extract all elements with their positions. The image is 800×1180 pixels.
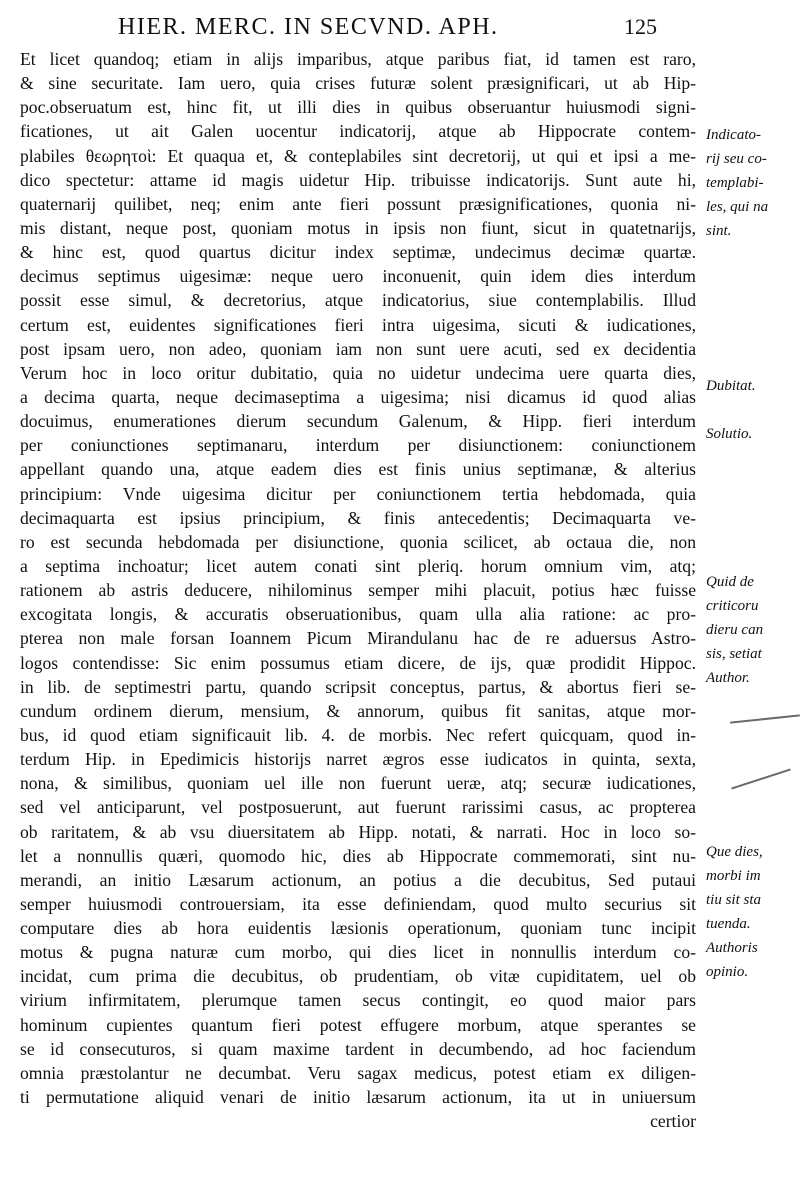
text-line: & hinc est, quod quartus dicitur index septimæ, undecimus decimæ quartæ. <box>20 242 696 263</box>
text-line: decimus septimus uigesimæ: neque uero inconuenit, quin idem dies interdum <box>20 266 696 287</box>
text-line: computare dies ab hora euidentis læsionis operationum, quoniam tunc incipit <box>20 918 696 939</box>
text-line: bus, id quod etiam significauit lib. 4. de morbis. Nec refert quicquam, quod in- <box>20 724 696 745</box>
margin-note-line: Solutio. <box>706 426 753 442</box>
text-line: cundum ordinem dierum, mensium, & annorum, quibus fit sanitas, atque mor- <box>20 700 696 721</box>
text-line: poc.obseruatum est, hinc fit, ut illi dies in quibus obseruantur huiusmodi signi- <box>20 97 696 118</box>
text-line: certior <box>650 1111 696 1132</box>
text-line: & sine securitate. Iam uero, quia crises futuræ solent præsignificari, ut ab Hip- <box>20 73 696 94</box>
margin-note-indicatorij <box>706 123 798 243</box>
margin-note-line: tiu sit sta <box>706 892 762 908</box>
text-line: per coniunctiones septimanaru, interdum per disiunctionem: coniunctionem <box>20 435 696 456</box>
margin-note-line: les, qui na <box>706 199 769 215</box>
text-line: certum est, euidentes significationes fieri intra uigesima, sicuti & iudicationes, <box>20 314 696 335</box>
margin-note-line: sint. <box>706 223 732 239</box>
running-head-title: HIER. MERC. IN SECVND. APH. <box>118 14 499 40</box>
margin-note-quid <box>706 570 798 690</box>
text-line: nona, & similibus, quoniam uel ille non fuerunt ueræ, atq; securæ iudicationes, <box>20 773 696 794</box>
margin-note-line: Quid de <box>706 574 754 590</box>
text-line: merandi, an initio Læsarum actionum, an potius a die decubitus, Sed putaui <box>20 869 696 890</box>
text-line: let a nonnullis quæri, quomodo hic, dies ab Hippocrate commemorati, sint nu- <box>20 845 696 866</box>
text-line: ficationes, ut ait Galen uocentur indicatorij, atque ab Hippocrate contem- <box>20 121 696 142</box>
text-line: incidat, cum prima die decubitus, ob prudentiam, ob vitæ cupiditatem, uel ob <box>20 966 696 987</box>
text-line: ro est secunda hebdomada per disiunctione, quonia scilicet, ab octaua die, non <box>20 531 696 552</box>
text-line: docuimus, enumerationes dierum secundum Galenum, & Hipp. fieri interdum <box>20 411 696 432</box>
margin-note-solutio <box>706 422 798 446</box>
ink-stroke-mark <box>730 714 800 723</box>
text-line: ob raritatem, & ab vsu diuersitatem ab Hipp. notati, & narrati. Hoc in loco so- <box>20 821 696 842</box>
text-line: virium infirmitatem, plerumque tamen secus contingit, eo quod maior pars <box>20 990 696 1011</box>
text-line: dico spectetur: attame id magis uidetur Hip. tribuisse indicatorijs. Sunt aute hi, <box>20 169 696 190</box>
text-line: a decima quarta, neque decimaseptima a uigesima; nisi dicamus id quod alias <box>20 386 696 407</box>
text-line: quaternarij quilibet, neq; enim ante fieri possunt præsignificationes, quonia ni- <box>20 193 696 214</box>
text-line: excogitata longis, & accuratis obseruationibus, quam ulla alia ratione: ac pro- <box>20 604 696 625</box>
margin-note-dubitat <box>706 374 798 398</box>
text-line: principium: Vnde uigesima dicitur per coniunctionem tertia hebdomada, quia <box>20 483 696 504</box>
margin-note-line: Que dies, <box>706 844 763 860</box>
margin-note-line: rij seu co- <box>706 151 767 167</box>
text-line: ti permutatione aliquid venari de initio læsarum actionum, ita ut in uniuersum <box>20 1087 696 1108</box>
margin-note-line: Dubitat. <box>706 378 756 394</box>
text-line: semper huiusmodi controuersiam, ita esse definiendam, quod multo securius sit <box>20 893 696 914</box>
text-line: omnia præstolantur ne decumbat. Veru sagax medicus, potest etiam ex diligen- <box>20 1062 696 1083</box>
text-line: appellant quando una, atque eadem dies est finis unius septimanæ, & alterius <box>20 459 696 480</box>
text-line: se id consecuturos, si quam maxime tardent in decumbendo, ad hoc faciendum <box>20 1038 696 1059</box>
margin-note-line: opinio. <box>706 964 749 980</box>
body-text <box>20 47 696 1133</box>
margin-note-line: sis, setiat <box>706 646 762 662</box>
text-line: logos contendisse: Sic enim possumus etiam dicere, de ijs, quæ prodidit Hippoc. <box>20 652 696 673</box>
margin-note-line: dieru can <box>706 622 764 638</box>
margin-note-line: templabi- <box>706 175 764 191</box>
text-line: pterea non male forsan Ioannem Picum Mirandulanu hac de re aduersus Astro- <box>20 628 696 649</box>
text-line: Et licet quandoq; etiam in alijs imparibus, atque paribus fiat, id tamen est raro, <box>20 49 696 69</box>
margin-note-line: Indicato- <box>706 127 761 143</box>
text-line: terdum Hip. in Epedimicis historijs narret ægros esse iudicatos in quinta, sexta, <box>20 749 696 770</box>
margin-note-line: criticoru <box>706 598 759 614</box>
running-head <box>0 14 800 40</box>
text-line: hominum cupientes quantum fieri potest effugere morbum, atque sperantes se <box>20 1014 696 1035</box>
text-line: rationem ab astris deducere, nihilominus semper mihi placuit, potius hæc fuisse <box>20 580 696 601</box>
page-number: 125 <box>624 14 657 39</box>
text-line: motus & pugna naturæ cum morbo, qui dies licet in nonnullis interdum co- <box>20 942 696 963</box>
text-line: possit esse simul, & decretorius, atque indicatorius, siue contemplabilis. Illud <box>20 290 696 311</box>
margin-note-que-dies <box>706 840 798 984</box>
text-line: Verum hoc in loco oritur dubitatio, quia no uidetur undecima uere quarta dies, <box>20 362 696 383</box>
text-line: a septima inchoatur; licet autem conati sint pleriq. horum omnium vim, atq; <box>20 555 696 576</box>
margin-note-line: tuenda. <box>706 916 751 932</box>
text-line: in lib. de septimestri partu, quando scripsit conceptus, partus, & abortus fieri se- <box>20 676 696 697</box>
margin-note-line: morbi im <box>706 868 761 884</box>
margin-note-line: Author. <box>706 670 750 686</box>
text-line: decimaquarta est ipsius principium, & finis antecedentis; Decimaquarta ve- <box>20 507 696 528</box>
ink-stroke-mark <box>731 768 791 789</box>
text-line: post ipsam uero, non adeo, quoniam iam non sunt uere acuti, sed ex decidentia <box>20 338 696 359</box>
text-line: plabiles θεωρητοὶ: Et quaqua et, & conteplabiles sint decretorij, ut qui et ipsi a me- <box>20 145 696 166</box>
margin-note-line: Authoris <box>706 940 758 956</box>
text-line: mis distant, neque post, quoniam motus in ipsis non fiunt, sicut in quatetnarijs, <box>20 217 696 238</box>
text-line: sed vel anticiparunt, vel postposuerunt, aut fuerunt rarissimi casus, ac propterea <box>20 797 696 818</box>
